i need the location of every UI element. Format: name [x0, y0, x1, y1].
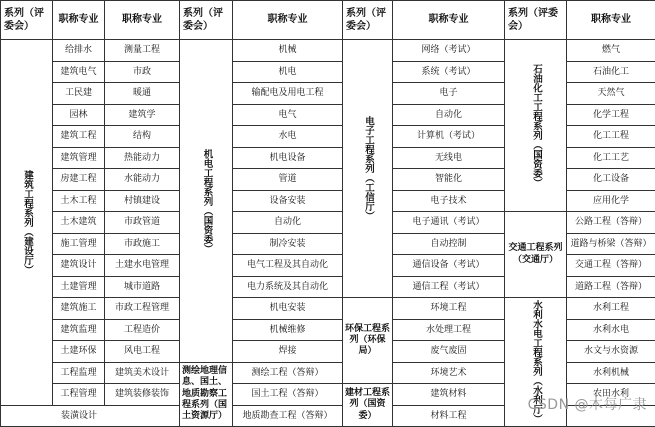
- major-cell: 废气废固: [393, 341, 505, 363]
- major-cell: 国土工程（答辩）: [233, 384, 343, 406]
- major-cell: 城市道路: [105, 276, 180, 298]
- major-cell: 房建工程: [53, 169, 105, 191]
- major-cell: 村镇建设: [105, 190, 180, 212]
- table-row: [1, 40, 655, 62]
- header-series-1: 系列（评委会）: [1, 1, 53, 40]
- major-cell: 风电工程: [105, 341, 180, 363]
- major-cell: 机电: [233, 61, 343, 83]
- major-cell: 建筑管理: [53, 147, 105, 169]
- major-cell: 土建管理: [53, 276, 105, 298]
- major-cell: 设备安装: [233, 190, 343, 212]
- major-cell: 环境艺术: [393, 362, 505, 384]
- major-cell: 计算机（考试）: [393, 126, 505, 148]
- series-cell-surveying: 测绘地理信息、国土、地质勘察工程系列（国土资源厅）: [180, 362, 233, 427]
- header-major-1b: 职称专业: [105, 1, 180, 40]
- major-cell: 机电安装: [233, 298, 343, 320]
- major-cell: 网络（考试）: [393, 40, 505, 62]
- header-major-1a: 职称专业: [53, 1, 105, 40]
- major-cell: 农田水利: [567, 384, 655, 406]
- major-cell: 管道: [233, 169, 343, 191]
- series-cell-transport: 交通工程系列（交通厅）: [505, 212, 567, 298]
- major-cell: 水文与水资源: [567, 341, 655, 363]
- major-cell: 建筑设计: [53, 255, 105, 277]
- major-cell: 建筑电气: [53, 61, 105, 83]
- major-cell: 工程监理: [53, 362, 105, 384]
- watermark: CSDN @木每广隶: [528, 394, 647, 414]
- major-cell: 输配电及用电工程: [233, 83, 343, 105]
- major-cell: 地质勘查工程（答辩）: [233, 405, 343, 427]
- header-series-4: 系列（评委会）: [505, 1, 567, 40]
- header-major-3: 职称专业: [393, 1, 505, 40]
- series-cell-mechanical: 机电工程系列（国资委）: [180, 40, 233, 363]
- major-cell: 系统（考试）: [393, 61, 505, 83]
- major-cell: 测绘工程（答辩）: [233, 362, 343, 384]
- series-cell-water: 水利水电工程系列（水利厅）: [505, 298, 567, 427]
- major-cell: 给排水: [53, 40, 105, 62]
- major-cell: 材料工程: [393, 405, 505, 427]
- major-cell: 建筑材料: [393, 384, 505, 406]
- major-cell: 建筑施工: [53, 298, 105, 320]
- series-cell-construction: 建筑工程系列（建设厅）: [1, 40, 53, 406]
- series-cell-petrochemical: 石油化工工程系列（国资委）: [505, 40, 567, 212]
- major-cell: 土建环保: [53, 341, 105, 363]
- major-cell: 自动化: [233, 212, 343, 234]
- major-cell: 智能化: [393, 169, 505, 191]
- series-cell-building-materials: 建材工程系列（国资委）: [343, 384, 393, 427]
- major-cell: 电力系统及其自动化: [233, 276, 343, 298]
- series-cell-environmental: 环保工程系列（环保局）: [343, 298, 393, 384]
- major-cell: 机械: [233, 40, 343, 62]
- major-cell: 制冷安装: [233, 233, 343, 255]
- major-cell: 交通工程（答辩）: [567, 255, 655, 277]
- major-cell: 环境工程: [393, 298, 505, 320]
- table-row: [1, 212, 655, 234]
- major-cell: 焊接: [233, 341, 343, 363]
- major-cell: 电子技术: [393, 190, 505, 212]
- major-cell: 建筑工程: [53, 126, 105, 148]
- header-major-4: 职称专业: [567, 1, 655, 40]
- major-cell: 施工管理: [53, 233, 105, 255]
- major-cell: 测量工程: [105, 40, 180, 62]
- major-cell: 土木建筑: [53, 212, 105, 234]
- major-cell: 市政施工: [105, 233, 180, 255]
- major-cell: 化学工程: [567, 104, 655, 126]
- major-cell: 水处理工程: [393, 319, 505, 341]
- major-cell: 燃气: [567, 40, 655, 62]
- major-cell: 暖通: [105, 83, 180, 105]
- major-cell: 机电设备: [233, 147, 343, 169]
- major-cell: 水利水电: [567, 319, 655, 341]
- major-cell: 土木工程: [53, 190, 105, 212]
- major-cell: 建筑学: [105, 104, 180, 126]
- major-cell: 电子通讯（考试）: [393, 212, 505, 234]
- major-cell: 水利工程: [567, 298, 655, 320]
- major-cell: 建筑装修装饰: [105, 384, 180, 406]
- major-cell: 工程管理: [53, 384, 105, 406]
- major-cell: 园林: [53, 104, 105, 126]
- major-cell: 建筑监理: [53, 319, 105, 341]
- major-cell: 热能动力: [105, 147, 180, 169]
- major-cell: 机械维修: [233, 319, 343, 341]
- header-series-2: 系列（评委会）: [180, 1, 233, 40]
- major-cell: 电子: [393, 83, 505, 105]
- major-cell: 应用化学: [567, 190, 655, 212]
- table-row: [1, 298, 655, 320]
- major-cell: 土建水电管理: [105, 255, 180, 277]
- major-cell: 化工工程: [567, 126, 655, 148]
- major-cell: 市政管道: [105, 212, 180, 234]
- major-cell: 自动控制: [393, 233, 505, 255]
- major-cell: 工程造价: [105, 319, 180, 341]
- major-cell: 通信工程（考试）: [393, 276, 505, 298]
- major-cell: 通信设备（考试）: [393, 255, 505, 277]
- major-cell: 无线电: [393, 147, 505, 169]
- major-cell: 结构: [105, 126, 180, 148]
- major-cell: 道路与桥梁（答辩）: [567, 233, 655, 255]
- major-cell: 石油化工: [567, 61, 655, 83]
- major-cell: 建筑美术设计: [105, 362, 180, 384]
- major-cell: 道路工程（答辩）: [567, 276, 655, 298]
- major-cell: 天然气: [567, 83, 655, 105]
- series-cell-electronic: 电子工程系列（工信厅）: [343, 40, 393, 298]
- header-major-2: 职称专业: [233, 1, 343, 40]
- major-cell: 电气工程及其自动化: [233, 255, 343, 277]
- major-cell: 化工设备: [567, 169, 655, 191]
- major-cell: 电气: [233, 104, 343, 126]
- major-cell: 水电: [233, 126, 343, 148]
- header-series-3: 系列（评委会）: [343, 1, 393, 40]
- major-cell: 工民建: [53, 83, 105, 105]
- major-cell: 化工工艺: [567, 147, 655, 169]
- major-cell: 装潢设计: [1, 405, 180, 427]
- major-cell: 水能动力: [105, 169, 180, 191]
- major-cell: 水利机械: [567, 362, 655, 384]
- major-cell: 公路工程（答辩）: [567, 212, 655, 234]
- major-cell: 自动化: [393, 104, 505, 126]
- major-cell: 市政: [105, 61, 180, 83]
- major-cell: 市政工程管理: [105, 298, 180, 320]
